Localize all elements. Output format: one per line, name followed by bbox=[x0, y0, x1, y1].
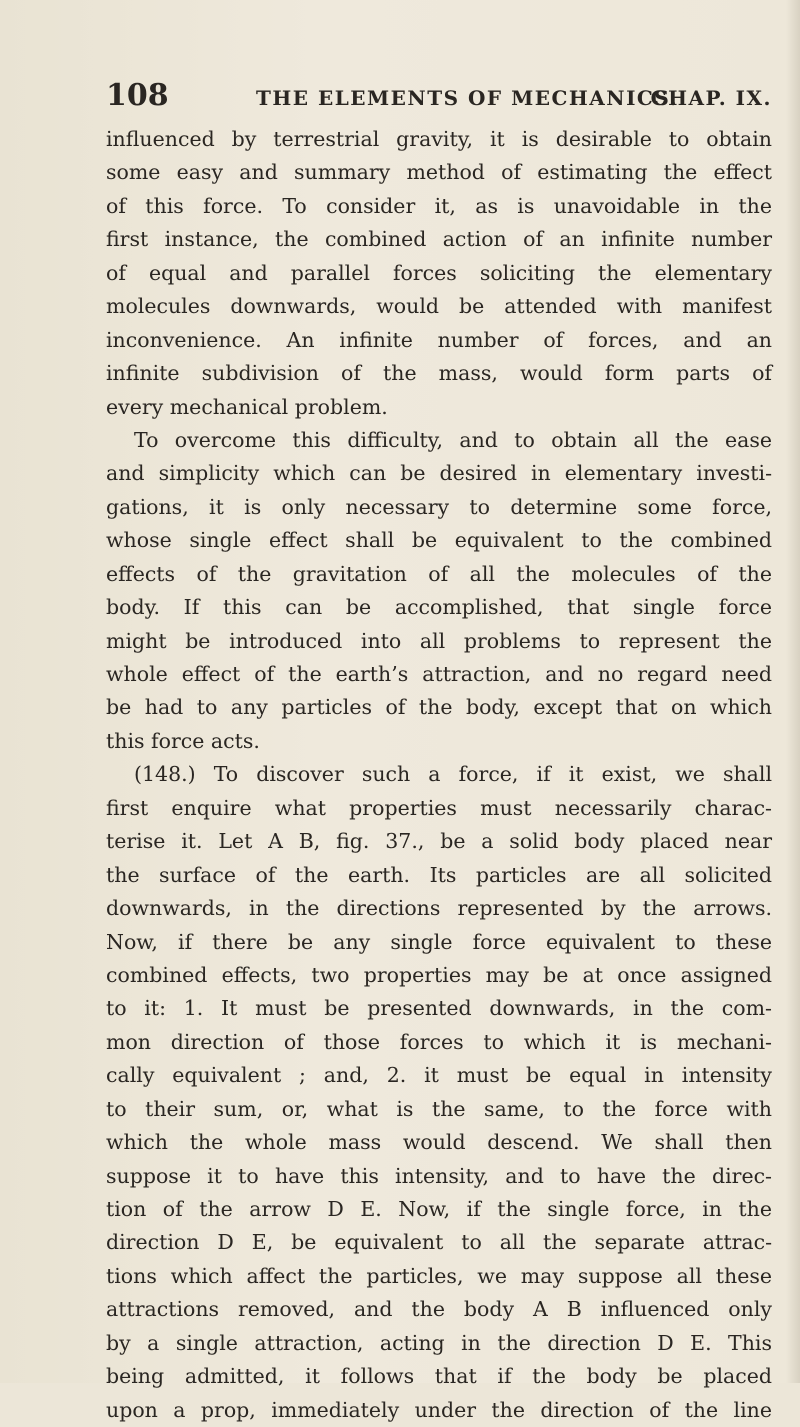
text-line: molecules downwards, would be attended with manifest bbox=[106, 294, 772, 319]
text-line: influenced by terrestrial gravity, it is desirable to obtain bbox=[106, 127, 772, 151]
text-line: To overcome this difficulty, and to obtain all the ease bbox=[134, 427, 772, 452]
text-line: every mechanical problem. bbox=[106, 394, 388, 419]
text-line: first instance, the combined action of an infinite number bbox=[106, 227, 772, 252]
body-text bbox=[106, 123, 772, 1427]
text-line: (148.) To discover such a force, if it exist, we shall bbox=[134, 762, 772, 787]
text-line: be had to any particles of the body, except that on which bbox=[106, 695, 772, 720]
running-title: THE ELEMENTS OF MECHANICS. bbox=[256, 86, 679, 110]
text-line: tion of the arrow D E. Now, if the single force, in the bbox=[106, 1197, 772, 1221]
text-line: tions which affect the particles, we may suppose all these bbox=[106, 1263, 772, 1288]
text-line: whose single effect shall be equivalent to the combined bbox=[106, 528, 772, 553]
text-line: terise it. Let A B, fig. 37., be a solid body placed near bbox=[106, 829, 772, 854]
text-line: inconvenience. An infinite number of forces, and an bbox=[106, 327, 772, 352]
text-line: of equal and parallel forces soliciting the elementary bbox=[106, 260, 772, 285]
text-line: some easy and summary method of estimating the effect bbox=[106, 160, 772, 185]
text-line: whole effect of the earth’s attraction, and no regard need bbox=[106, 662, 772, 686]
text-line: Now, if there be any single force equivalent to these bbox=[106, 929, 772, 954]
page-edge-shadow bbox=[786, 0, 800, 1383]
page-number: 108 bbox=[106, 78, 169, 113]
text-line: mon direction of those forces to which it is mechani- bbox=[106, 1029, 772, 1054]
text-line: the surface of the earth. Its particles are all solicited bbox=[106, 862, 772, 887]
text-line: cally equivalent ; and, 2. it must be equal in intensity bbox=[106, 1063, 772, 1088]
running-header bbox=[106, 78, 772, 118]
text-line: might be introduced into all problems to represent the bbox=[106, 628, 772, 653]
text-line: to their sum, or, what is the same, to the force with bbox=[106, 1096, 772, 1121]
text-line: body. If this can be accomplished, that single force bbox=[106, 595, 772, 620]
text-line: which the whole mass would descend. We shall then bbox=[106, 1130, 772, 1155]
text-line: and simplicity which can be desired in elementary investi- bbox=[106, 461, 772, 486]
text-line: this force acts. bbox=[106, 728, 260, 753]
text-line: attractions removed, and the body A B influenced only bbox=[106, 1297, 772, 1322]
text-line: gations, it is only necessary to determine some force, bbox=[106, 494, 772, 519]
text-line: to it: 1. It must be presented downwards, in the com- bbox=[106, 996, 772, 1021]
chapter-label: CHAP. IX. bbox=[650, 86, 772, 110]
text-line: first enquire what properties must necessarily charac- bbox=[106, 795, 772, 820]
text-line: combined effects, two properties may be at once assigned bbox=[106, 962, 772, 987]
text-line: suppose it to have this intensity, and to have the direc- bbox=[106, 1163, 772, 1188]
text-line: downwards, in the directions represented by the arrows. bbox=[106, 896, 772, 921]
text-line: infinite subdivision of the mass, would form parts of bbox=[106, 361, 772, 386]
text-line: by a single attraction, acting in the direction D E. This bbox=[106, 1330, 772, 1355]
text-line: of this force. To consider it, as is unavoidable in the bbox=[106, 193, 772, 218]
text-line: being admitted, it follows that if the body be placed bbox=[106, 1364, 772, 1389]
text-line: effects of the gravitation of all the molecules of the bbox=[106, 561, 772, 586]
text-line: direction D E, be equivalent to all the separate attrac- bbox=[106, 1230, 772, 1255]
text-line: upon a prop, immediately under the direction of the line bbox=[106, 1397, 772, 1422]
